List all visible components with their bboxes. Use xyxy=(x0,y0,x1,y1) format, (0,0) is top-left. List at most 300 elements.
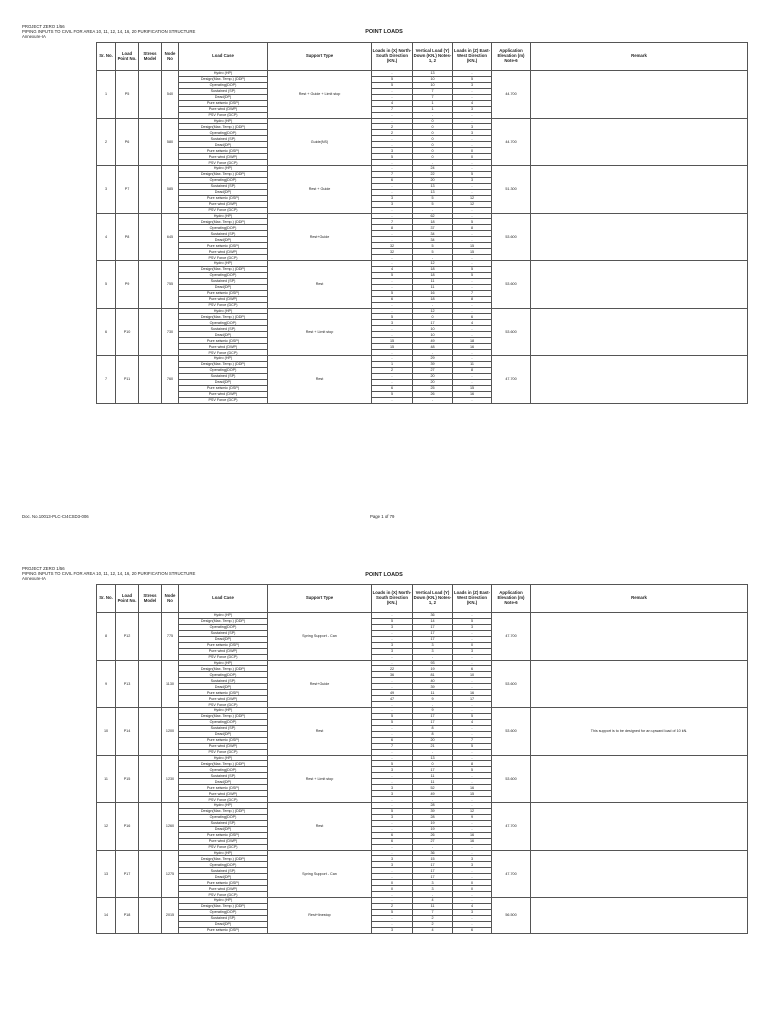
cell-load-y: 37 xyxy=(413,225,453,231)
cell-load-case: Pure wind (DWP) xyxy=(179,648,268,654)
cell-load-case: PSV Force (DCP) xyxy=(179,160,268,166)
cell-load-z: - xyxy=(453,71,492,77)
cell-load-x: 3 xyxy=(372,320,413,326)
cell-load-z: - xyxy=(453,678,492,684)
cell-load-z: 10 xyxy=(453,672,492,678)
cell-stress-model xyxy=(139,356,162,404)
cell-load-x: 0 xyxy=(372,880,413,886)
cell-stress-model xyxy=(139,166,162,214)
col-load-z: Loads in (Z) East-West Direction (KN.) xyxy=(453,43,492,71)
cell-load-y: 34 xyxy=(413,231,453,237)
cell-load-x: 6 xyxy=(372,737,413,743)
cell-load-x: - xyxy=(372,755,413,761)
cell-load-z: 16 xyxy=(453,838,492,844)
cell-load-z: 17 xyxy=(453,696,492,702)
cell-load-point: P7 xyxy=(116,166,139,214)
cell-load-y: 36 xyxy=(413,850,453,856)
cell-load-z: - xyxy=(453,118,492,124)
cell-load-case: Sustained (SP) xyxy=(179,326,268,332)
cell-load-x: 5 xyxy=(372,808,413,814)
cell-load-y: 18 xyxy=(413,296,453,302)
cell-load-case: Hydro (HP) xyxy=(179,660,268,666)
cell-load-x: 5 xyxy=(372,719,413,725)
cell-load-z: - xyxy=(453,207,492,213)
cell-load-x: 32 xyxy=(372,243,413,249)
cell-load-x: 3 xyxy=(372,148,413,154)
cell-load-case: PSV Force (DCP) xyxy=(179,749,268,755)
cell-elevation: 47.700 xyxy=(492,803,531,851)
cell-load-z: - xyxy=(453,755,492,761)
cell-load-z: 12 xyxy=(453,201,492,207)
cell-node: 580 xyxy=(162,118,179,166)
cell-load-y: 29 xyxy=(413,356,453,362)
cell-load-y: 17 xyxy=(413,630,453,636)
col-remark: Remark xyxy=(531,43,748,71)
cell-load-y: 9 xyxy=(413,708,453,714)
cell-remark xyxy=(531,850,748,898)
cell-load-y: 11 xyxy=(413,903,453,909)
cell-load-y: 13 xyxy=(413,189,453,195)
cell-load-x: 5 xyxy=(372,314,413,320)
cell-load-x: 22 xyxy=(372,666,413,672)
cell-load-x: 15 xyxy=(372,338,413,344)
cell-load-z: - xyxy=(453,779,492,785)
cell-load-y: 7 xyxy=(413,88,453,94)
cell-elevation: 53.600 xyxy=(492,261,531,309)
cell-load-y: 19 xyxy=(413,826,453,832)
col-sr-no: Sr. No. xyxy=(97,585,116,613)
cell-load-case: Pure seismic (DSP) xyxy=(179,927,268,933)
document-page-2 xyxy=(0,558,768,1024)
cell-load-y: 0 xyxy=(413,142,453,148)
cell-load-z: 0 xyxy=(453,642,492,648)
cell-load-y: 10 xyxy=(413,82,453,88)
cell-elevation: 56.500 xyxy=(492,898,531,934)
cell-support-type: Spring Support - Can xyxy=(268,613,372,661)
cell-load-z: 4 xyxy=(453,903,492,909)
col-node: Node No xyxy=(162,585,179,613)
cell-load-x: 7 xyxy=(372,219,413,225)
cell-load-x: 3 xyxy=(372,648,413,654)
page-title: POINT LOADS xyxy=(365,572,403,578)
cell-load-x: 5 xyxy=(372,761,413,767)
cell-load-x: - xyxy=(372,160,413,166)
cell-load-y: 18 xyxy=(413,219,453,225)
cell-load-z: 5 xyxy=(453,272,492,278)
cell-load-z: - xyxy=(453,636,492,642)
cell-load-x: - xyxy=(372,826,413,832)
cell-load-z: - xyxy=(453,213,492,219)
table-header-row xyxy=(97,43,748,71)
cell-load-z: 3 xyxy=(453,648,492,654)
cell-support-type: Rest + Guide xyxy=(268,166,372,214)
cell-load-case: Sustained (SP) xyxy=(179,88,268,94)
cell-load-z: 6 xyxy=(453,927,492,933)
cell-load-case: Operating(DOP) xyxy=(179,367,268,373)
cell-load-x: - xyxy=(372,166,413,172)
cell-load-z: - xyxy=(453,915,492,921)
cell-load-case: Design(Max. Temp.) (DDP) xyxy=(179,124,268,130)
cell-load-x: - xyxy=(372,112,413,118)
col-load-x: Loads in (X) North-South Direction (KN.) xyxy=(372,585,413,613)
cell-load-case: Design(Max. Temp.) (DDP) xyxy=(179,903,268,909)
cell-load-z: 4 xyxy=(453,100,492,106)
cell-load-z: 15 xyxy=(453,243,492,249)
cell-remark xyxy=(531,356,748,404)
cell-load-case: Sustained (SP) xyxy=(179,373,268,379)
cell-remark xyxy=(531,660,748,708)
cell-load-point: P18 xyxy=(116,898,139,934)
cell-load-z: 6 xyxy=(453,314,492,320)
cell-load-y: 7 xyxy=(413,94,453,100)
cell-sr-no: 12 xyxy=(97,803,116,851)
cell-load-z: - xyxy=(453,142,492,148)
cell-load-x: - xyxy=(372,660,413,666)
cell-load-x: 49 xyxy=(372,690,413,696)
cell-load-y: 5 xyxy=(413,201,453,207)
cell-load-case: Pure seismic (DSP) xyxy=(179,195,268,201)
cell-load-x: 3 xyxy=(372,856,413,862)
cell-load-y: 4 xyxy=(413,898,453,904)
cell-sr-no: 11 xyxy=(97,755,116,803)
cell-load-y: 13 xyxy=(413,183,453,189)
cell-load-x: 6 xyxy=(372,296,413,302)
col-support-type: Support Type xyxy=(268,585,372,613)
cell-load-case: Sustained (SP) xyxy=(179,183,268,189)
cell-load-z: 5 xyxy=(453,767,492,773)
cell-load-x: - xyxy=(372,898,413,904)
cell-load-y: 0 xyxy=(413,154,453,160)
cell-load-case: Hydro (HP) xyxy=(179,71,268,77)
col-load-case: Load Case xyxy=(179,43,268,71)
cell-load-x: - xyxy=(372,749,413,755)
cell-load-z: - xyxy=(453,261,492,267)
cell-load-case: Pure wind (DWP) xyxy=(179,201,268,207)
cell-load-case: Hydro (HP) xyxy=(179,261,268,267)
cell-load-y: - xyxy=(413,112,453,118)
cell-load-case: Pure seismic (DSP) xyxy=(179,690,268,696)
cell-load-case: Design(Max. Temp.) (DDP) xyxy=(179,266,268,272)
cell-load-x: - xyxy=(372,613,413,619)
cell-elevation: 47.700 xyxy=(492,850,531,898)
cell-load-case: Sustained (SP) xyxy=(179,678,268,684)
cell-load-x: - xyxy=(372,255,413,261)
cell-load-y: 36 xyxy=(413,613,453,619)
cell-load-x: 2 xyxy=(372,367,413,373)
cell-load-case: Pure wind (DWP) xyxy=(179,106,268,112)
cell-sr-no: 9 xyxy=(97,660,116,708)
cell-load-case: Dead(DP) xyxy=(179,684,268,690)
cell-load-y: 62 xyxy=(413,213,453,219)
cell-load-x: - xyxy=(372,308,413,314)
cell-load-z: - xyxy=(453,183,492,189)
cell-load-z: - xyxy=(453,654,492,660)
cell-load-x: 36 xyxy=(372,672,413,678)
cell-elevation: 53.600 xyxy=(492,708,531,756)
cell-stress-model xyxy=(139,308,162,356)
col-elevation: Application Elevation (m) Note-6 xyxy=(492,43,531,71)
cell-load-z: 4 xyxy=(453,320,492,326)
cell-load-y: - xyxy=(413,350,453,356)
cell-load-case: PSV Force (DCP) xyxy=(179,654,268,660)
cell-load-y: - xyxy=(413,302,453,308)
cell-node: 775 xyxy=(162,613,179,661)
cell-stress-model xyxy=(139,898,162,934)
cell-load-z: - xyxy=(453,660,492,666)
cell-load-x: 2 xyxy=(372,130,413,136)
cell-stress-model xyxy=(139,613,162,661)
cell-load-y: 17 xyxy=(413,719,453,725)
cell-load-x: - xyxy=(372,231,413,237)
cell-load-y: 0 xyxy=(413,761,453,767)
cell-load-z: 15 xyxy=(453,385,492,391)
cell-load-x: 4 xyxy=(372,266,413,272)
cell-load-y: 49 xyxy=(413,338,453,344)
cell-load-case: Pure seismic (DSP) xyxy=(179,148,268,154)
cell-load-x: - xyxy=(372,797,413,803)
cell-load-z: - xyxy=(453,725,492,731)
cell-load-z: 5 xyxy=(453,743,492,749)
cell-load-x: 5 xyxy=(372,76,413,82)
cell-load-z: - xyxy=(453,397,492,403)
cell-load-case: Pure wind (DWP) xyxy=(179,249,268,255)
cell-load-case: Pure seismic (DSP) xyxy=(179,737,268,743)
cell-node: 540 xyxy=(162,71,179,119)
cell-load-z: 16 xyxy=(453,785,492,791)
cell-load-x: - xyxy=(372,350,413,356)
cell-load-x: 5 xyxy=(372,290,413,296)
cell-load-y: 34 xyxy=(413,237,453,243)
cell-load-y: 49 xyxy=(413,791,453,797)
cell-sr-no: 10 xyxy=(97,708,116,756)
cell-load-x: - xyxy=(372,213,413,219)
col-elevation: Application Elevation (m) Note-6 xyxy=(492,585,531,613)
col-support-type: Support Type xyxy=(268,43,372,71)
cell-load-y: 28 xyxy=(413,814,453,820)
cell-node: 645 xyxy=(162,213,179,261)
cell-load-case: Pure wind (DWP) xyxy=(179,696,268,702)
cell-elevation: 44.700 xyxy=(492,118,531,166)
cell-sr-no: 6 xyxy=(97,308,116,356)
cell-load-y: 17 xyxy=(413,767,453,773)
cell-support-type: Rest xyxy=(268,803,372,851)
cell-load-case: Sustained (SP) xyxy=(179,820,268,826)
cell-load-x: 3 xyxy=(372,814,413,820)
cell-load-z: - xyxy=(453,284,492,290)
cell-elevation: 51.300 xyxy=(492,166,531,214)
cell-load-y: - xyxy=(413,749,453,755)
cell-load-y: 11 xyxy=(413,773,453,779)
cell-load-case: Hydro (HP) xyxy=(179,213,268,219)
cell-load-case: Dead(DP) xyxy=(179,284,268,290)
cell-load-z: 0 xyxy=(453,148,492,154)
cell-load-case: Operating(DOP) xyxy=(179,814,268,820)
cell-load-x: - xyxy=(372,803,413,809)
cell-sr-no: 1 xyxy=(97,71,116,119)
cell-load-x: - xyxy=(372,684,413,690)
cell-load-x: - xyxy=(372,921,413,927)
cell-load-x: - xyxy=(372,189,413,195)
cell-elevation: 44.700 xyxy=(492,71,531,119)
cell-stress-model xyxy=(139,261,162,309)
cell-load-x: 6 xyxy=(372,838,413,844)
cell-load-y: 52 xyxy=(413,785,453,791)
cell-load-z: - xyxy=(453,702,492,708)
cell-sr-no: 4 xyxy=(97,213,116,261)
point-loads-table xyxy=(96,42,748,404)
cell-load-case: Design(Max. Temp.) (DDP) xyxy=(179,361,268,367)
cell-load-y: 18 xyxy=(413,266,453,272)
cell-load-x: - xyxy=(372,630,413,636)
cell-load-z: - xyxy=(453,874,492,880)
cell-load-case: PSV Force (DCP) xyxy=(179,207,268,213)
cell-load-point: P11 xyxy=(116,356,139,404)
cell-load-z: - xyxy=(453,231,492,237)
cell-load-point: P12 xyxy=(116,613,139,661)
subtitle-line: PIPING INPUTS TO CIVIL FOR AREA 10, 11, 12, 14, 16, 20 PURIFICATION STRUCTURE xyxy=(22,571,196,576)
cell-load-y: 2 xyxy=(413,921,453,927)
cell-sr-no: 13 xyxy=(97,850,116,898)
cell-load-x: 5 xyxy=(372,82,413,88)
table-header-row xyxy=(97,585,748,613)
cell-load-z: - xyxy=(453,731,492,737)
cell-load-z: - xyxy=(453,684,492,690)
cell-node: 1275 xyxy=(162,850,179,898)
cell-load-x: - xyxy=(372,915,413,921)
cell-load-case: Design(Max. Temp.) (DDP) xyxy=(179,761,268,767)
cell-support-type: Rest+linestop xyxy=(268,898,372,934)
cell-load-x: 3 xyxy=(372,927,413,933)
cell-load-x: - xyxy=(372,302,413,308)
cell-load-case: Operating(DOP) xyxy=(179,177,268,183)
cell-load-y: - xyxy=(413,255,453,261)
cell-elevation: 53.600 xyxy=(492,755,531,803)
cell-load-point: P6 xyxy=(116,118,139,166)
cell-remark xyxy=(531,71,748,119)
cell-load-case: Pure seismic (DSP) xyxy=(179,338,268,344)
cell-load-case: Dead(DP) xyxy=(179,379,268,385)
col-load-y: Vertical Load (Y) Down (KN.) Notes-1, 2 xyxy=(413,585,453,613)
annexure-line: Annexure-IA xyxy=(22,576,46,581)
cell-load-case: Dead(DP) xyxy=(179,779,268,785)
cell-sr-no: 2 xyxy=(97,118,116,166)
cell-load-y: 17 xyxy=(413,874,453,880)
cell-load-y: 3 xyxy=(413,880,453,886)
cell-load-x: - xyxy=(372,844,413,850)
cell-load-case: Pure wind (DWP) xyxy=(179,391,268,397)
cell-load-z: - xyxy=(453,708,492,714)
cell-load-case: Hydro (HP) xyxy=(179,850,268,856)
cell-load-x: 6 xyxy=(372,177,413,183)
cell-load-y: 11 xyxy=(413,278,453,284)
cell-load-x: 3 xyxy=(372,785,413,791)
cell-load-y: 13 xyxy=(413,755,453,761)
cell-stress-model xyxy=(139,755,162,803)
cell-load-point: P15 xyxy=(116,755,139,803)
cell-load-case: Sustained (SP) xyxy=(179,725,268,731)
cell-load-z: - xyxy=(453,136,492,142)
cell-load-case: Pure seismic (DSP) xyxy=(179,880,268,886)
cell-load-z: - xyxy=(453,797,492,803)
cell-load-x: 8 xyxy=(372,225,413,231)
cell-support-type: Rest+Guide xyxy=(268,660,372,708)
cell-elevation: 47.700 xyxy=(492,613,531,661)
cell-load-x: - xyxy=(372,94,413,100)
cell-elevation: 47.700 xyxy=(492,356,531,404)
cell-load-z: 3 xyxy=(453,909,492,915)
cell-support-type: Rest + Guide + Limit stop xyxy=(268,71,372,119)
cell-load-case: Dead(DP) xyxy=(179,237,268,243)
cell-stress-model xyxy=(139,850,162,898)
subtitle-line: PIPING INPUTS TO CIVIL FOR AREA 10, 11, 12, 14, 16, 20 PURIFICATION STRUCTURE xyxy=(22,29,196,34)
cell-load-x: - xyxy=(372,326,413,332)
cell-load-y: 17 xyxy=(413,713,453,719)
cell-load-case: PSV Force (DCP) xyxy=(179,350,268,356)
cell-remark xyxy=(531,166,748,214)
cell-load-case: Pure seismic (DSP) xyxy=(179,100,268,106)
cell-load-case: Dead(DP) xyxy=(179,94,268,100)
cell-load-z: - xyxy=(453,160,492,166)
col-load-case: Load Case xyxy=(179,585,268,613)
cell-load-y: 17 xyxy=(413,320,453,326)
cell-node: 585 xyxy=(162,166,179,214)
cell-load-y: - xyxy=(413,397,453,403)
cell-load-x: 6 xyxy=(372,832,413,838)
cell-load-x: - xyxy=(372,708,413,714)
cell-sr-no: 3 xyxy=(97,166,116,214)
cell-load-x: 0 xyxy=(372,886,413,892)
cell-load-x: 3 xyxy=(372,195,413,201)
cell-load-x: - xyxy=(372,397,413,403)
cell-load-z: 7 xyxy=(453,737,492,743)
cell-load-y: 18 xyxy=(413,272,453,278)
cell-load-x: 47 xyxy=(372,696,413,702)
col-stress-model: Stress Model xyxy=(139,585,162,613)
cell-load-z: 0 xyxy=(453,880,492,886)
cell-load-case: Design(Max. Temp.) (DDP) xyxy=(179,219,268,225)
cell-load-z: - xyxy=(453,88,492,94)
cell-load-case: Design(Max. Temp.) (DDP) xyxy=(179,171,268,177)
cell-load-x: - xyxy=(372,284,413,290)
cell-load-case: Operating(DOP) xyxy=(179,624,268,630)
cell-load-case: Pure seismic (DSP) xyxy=(179,290,268,296)
cell-elevation: 53.600 xyxy=(492,308,531,356)
cell-load-case: Design(Max. Temp.) (DDP) xyxy=(179,76,268,82)
cell-load-z: 8 xyxy=(453,367,492,373)
cell-load-x: - xyxy=(372,636,413,642)
cell-load-y: 7 xyxy=(413,909,453,915)
cell-load-z: - xyxy=(453,189,492,195)
cell-load-z: - xyxy=(453,350,492,356)
cell-stress-model xyxy=(139,660,162,708)
cell-load-y: 39 xyxy=(413,808,453,814)
cell-remark xyxy=(531,898,748,934)
cell-load-case: Pure seismic (DSP) xyxy=(179,385,268,391)
cell-load-y: 16 xyxy=(413,290,453,296)
cell-load-x: - xyxy=(372,779,413,785)
cell-load-case: Pure seismic (DSP) xyxy=(179,832,268,838)
cell-load-case: Hydro (HP) xyxy=(179,356,268,362)
cell-load-case: PSV Force (DCP) xyxy=(179,702,268,708)
cell-load-y: 26 xyxy=(413,832,453,838)
cell-load-x: - xyxy=(372,118,413,124)
cell-load-y: 17 xyxy=(413,862,453,868)
cell-load-case: PSV Force (DCP) xyxy=(179,844,268,850)
cell-load-z: - xyxy=(453,379,492,385)
cell-load-y: 17 xyxy=(413,636,453,642)
cell-load-x: - xyxy=(372,373,413,379)
cell-load-y: 20 xyxy=(413,737,453,743)
